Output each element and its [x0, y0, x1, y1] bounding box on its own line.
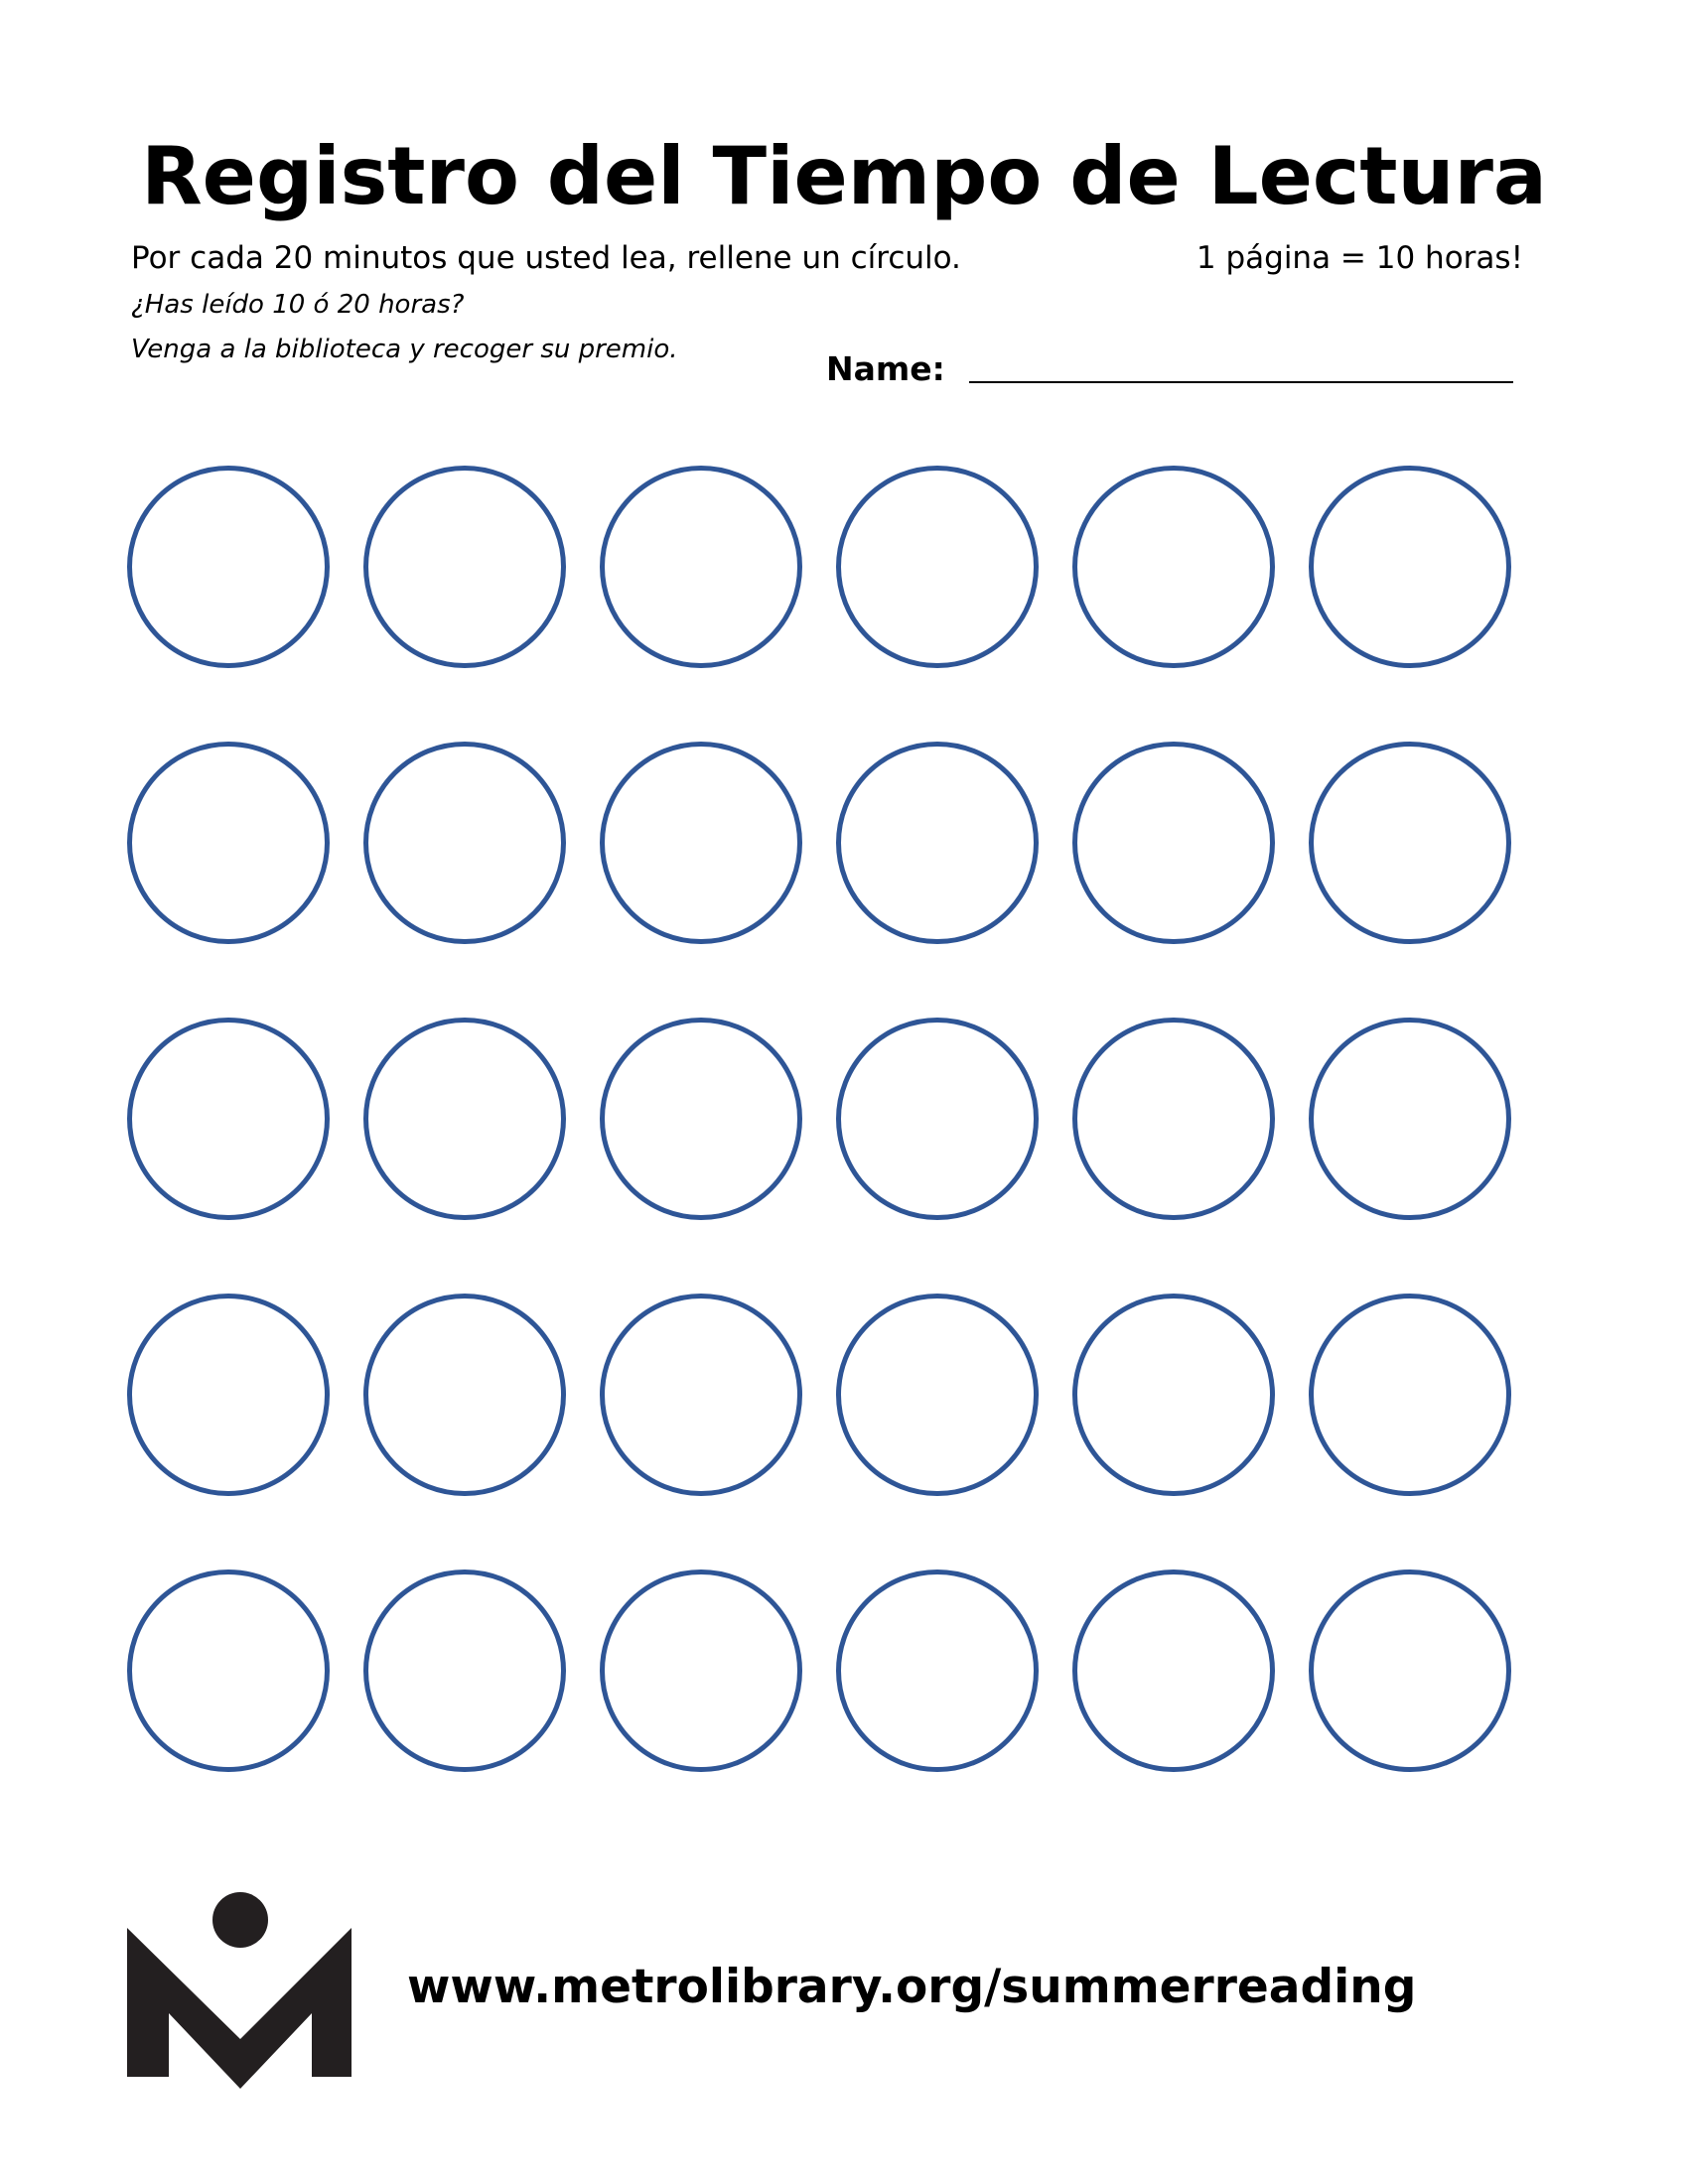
- reading-circle[interactable]: [836, 742, 1039, 944]
- reading-circle[interactable]: [1309, 1018, 1511, 1220]
- reading-circle[interactable]: [1072, 1018, 1275, 1220]
- summer-reading-url[interactable]: www.metrolibrary.org/summerreading: [407, 1960, 1417, 2014]
- page-title: Registro del Tiempo de Lectura: [141, 130, 1547, 222]
- prize-text: Venga a la biblioteca y recoger su premio.: [131, 335, 678, 364]
- reading-circle[interactable]: [836, 1294, 1039, 1496]
- reading-circle[interactable]: [127, 1570, 330, 1772]
- reading-circle[interactable]: [836, 466, 1039, 668]
- reading-circle[interactable]: [1072, 466, 1275, 668]
- reading-circle[interactable]: [1072, 742, 1275, 944]
- metro-library-logo-icon: [127, 1890, 352, 2089]
- reading-circle[interactable]: [1309, 742, 1511, 944]
- reading-circle[interactable]: [363, 742, 566, 944]
- reading-circle[interactable]: [127, 466, 330, 668]
- reading-circle[interactable]: [127, 742, 330, 944]
- reading-circle[interactable]: [363, 466, 566, 668]
- reading-circle[interactable]: [1309, 1294, 1511, 1496]
- reading-circle[interactable]: [600, 1294, 802, 1496]
- reading-circle[interactable]: [1072, 1294, 1275, 1496]
- reading-circle[interactable]: [1309, 1570, 1511, 1772]
- reading-circle[interactable]: [1309, 466, 1511, 668]
- reading-circle[interactable]: [600, 742, 802, 944]
- reading-circle[interactable]: [127, 1294, 330, 1496]
- reading-circle[interactable]: [600, 466, 802, 668]
- page-hours-note: 1 página = 10 horas!: [1196, 240, 1523, 276]
- reading-circle[interactable]: [363, 1018, 566, 1220]
- reading-circle[interactable]: [363, 1570, 566, 1772]
- reading-circle[interactable]: [363, 1294, 566, 1496]
- name-label: Name:: [826, 349, 945, 388]
- reading-circle[interactable]: [600, 1018, 802, 1220]
- name-field: [826, 345, 1513, 389]
- question-text: ¿Has leído 10 ó 20 horas?: [131, 290, 465, 320]
- reading-circle[interactable]: [127, 1018, 330, 1220]
- reading-circle[interactable]: [1072, 1570, 1275, 1772]
- reading-circle[interactable]: [836, 1018, 1039, 1220]
- reading-circle[interactable]: [836, 1570, 1039, 1772]
- name-input-line[interactable]: [969, 381, 1513, 383]
- instruction-text: Por cada 20 minutos que usted lea, rellene un círculo.: [131, 240, 961, 276]
- reading-circle[interactable]: [600, 1570, 802, 1772]
